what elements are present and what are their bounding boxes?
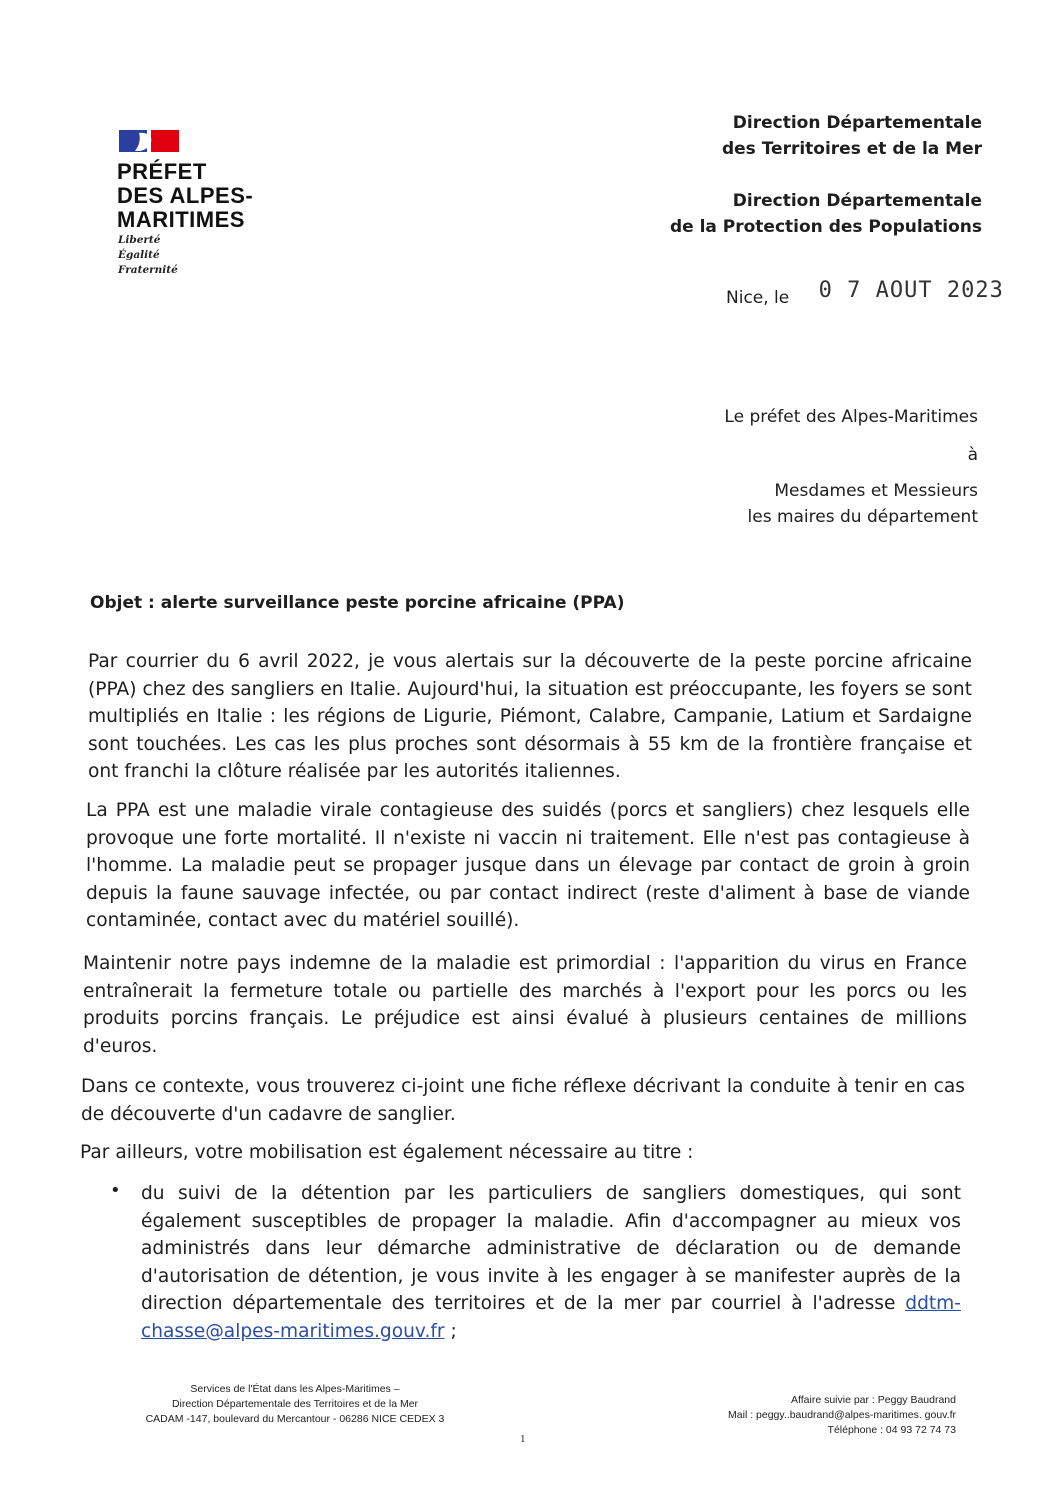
motto-line: Égalité — [118, 249, 160, 261]
dept-line: des Territoires et de la Mer — [721, 139, 982, 159]
footer-address — [140, 1382, 450, 1427]
logo-title-line: MARITIMES — [117, 207, 245, 232]
motto-line: Liberté — [118, 234, 161, 246]
body-paragraph-1: Par courrier du 6 avril 2022, je vous alertais sur la découverte de la peste porcine africaine (PPA) chez des sangliers en Italie. Aujourd'hui, la situation est préoccupante, les foyers se sont multipliés en Italie : les régions de Ligurie, Piémont, Calabre, Campanie, Latium et Sardaigne sont touchées. Les cas les plus proches sont désormais à 55 km de la frontière française et ont franchi la clôture réalisée par les autorités italiennes. — [88, 651, 972, 782]
republic-motto — [118, 233, 178, 278]
body-paragraph-3: Maintenir notre pays indemne de la maladie est primordial : l'apparition du virus en France entraînerait la fermeture totale ou partielle des marchés à l'export pour les porcs ou les produits porcins français. Le préjudice est ainsi évalué à plusieurs centaines de millions d'euros. — [83, 953, 967, 1057]
department-header-ddtm — [722, 110, 982, 162]
body-paragraph-4: Dans ce contexte, vous trouverez ci-joint une fiche réflexe décrivant la conduite à tenir en cas de découverte d'un cadavre de sanglier. — [81, 1076, 965, 1125]
dept-line: Direction Départementale — [732, 113, 982, 133]
footer-line: CADAM -147, boulevard du Mercantour - 06286 NICE CEDEX 3 — [145, 1413, 445, 1425]
recipient-line: les maires du département — [747, 507, 978, 527]
department-header-ddpp — [670, 188, 982, 240]
sender-line: Le préfet des Alpes-Maritimes — [724, 407, 978, 427]
date-stamp: 0 7 AOUT 2023 — [818, 278, 1004, 303]
footer-line: Direction Départementale des Territoires et de la Mer — [171, 1398, 419, 1410]
footer-line: Téléphone : 04 93 72 74 73 — [827, 1424, 956, 1436]
body-paragraph-2: La PPA est une maladie virale contagieuse des suidés (porcs et sangliers) chez lesquels elle provoque une forte mortalité. Il n'existe ni vaccin ni traitement. Elle n'est pas contagieuse à l'homme. La maladie peut se propager jusque dans un élevage par contact de groin à groin depuis la faune sauvage infectée, ou par contact indirect (reste d'aliment à base de viande contaminée, contact avec du matériel souillé). — [86, 800, 970, 931]
footer-contact — [728, 1393, 956, 1438]
motto-line: Fraternité — [118, 264, 178, 276]
footer-line: Mail : peggy..baudrand@alpes-maritimes. gouv.fr — [728, 1409, 956, 1421]
logo-title-line: DES ALPES- — [117, 183, 254, 208]
recipient-to: à — [967, 445, 978, 465]
footer-line: Affaire suivie par : Peggy Baudrand — [791, 1394, 956, 1406]
footer-line: Services de l'État dans les Alpes-Maritimes – — [190, 1383, 400, 1395]
place-label: Nice, le — [726, 288, 790, 308]
date-line — [726, 278, 1004, 309]
logo-title-line: PRÉFET — [117, 159, 207, 184]
bullet-item — [141, 1180, 961, 1345]
recipient-block — [748, 478, 978, 530]
dept-line: Direction Départementale — [732, 191, 982, 211]
recipient-line: Mesdames et Messieurs — [774, 481, 978, 501]
page-number: 1 — [520, 1433, 526, 1445]
bullet-end: ; — [444, 1320, 457, 1342]
body-paragraph-5: Par ailleurs, votre mobilisation est également nécessaire au titre : — [80, 1142, 694, 1163]
bullet-point: • — [110, 1180, 121, 1201]
dept-line: de la Protection des Populations — [669, 217, 982, 237]
email-link[interactable]: ddtm-chasse@alpes-maritimes.gouv.fr — [141, 1293, 961, 1342]
prefecture-logo-title — [117, 160, 253, 232]
bullet-text: du suivi de la détention par les particuliers de sangliers domestiques, qui sont également susceptibles de propager la maladie. Afin d'accompagner au mieux vos administrés dans leur démarche administrative de déclaration ou de demande d'autorisation de détention, je vous invite à les engager à se manifester auprès de la direction départementale des territoires et de la mer par courriel à l'adresse — [141, 1183, 961, 1314]
letter-subject: Objet : alerte surveillance peste porcine africaine (PPA) — [90, 593, 625, 613]
marianne-flag-logo — [119, 130, 179, 152]
